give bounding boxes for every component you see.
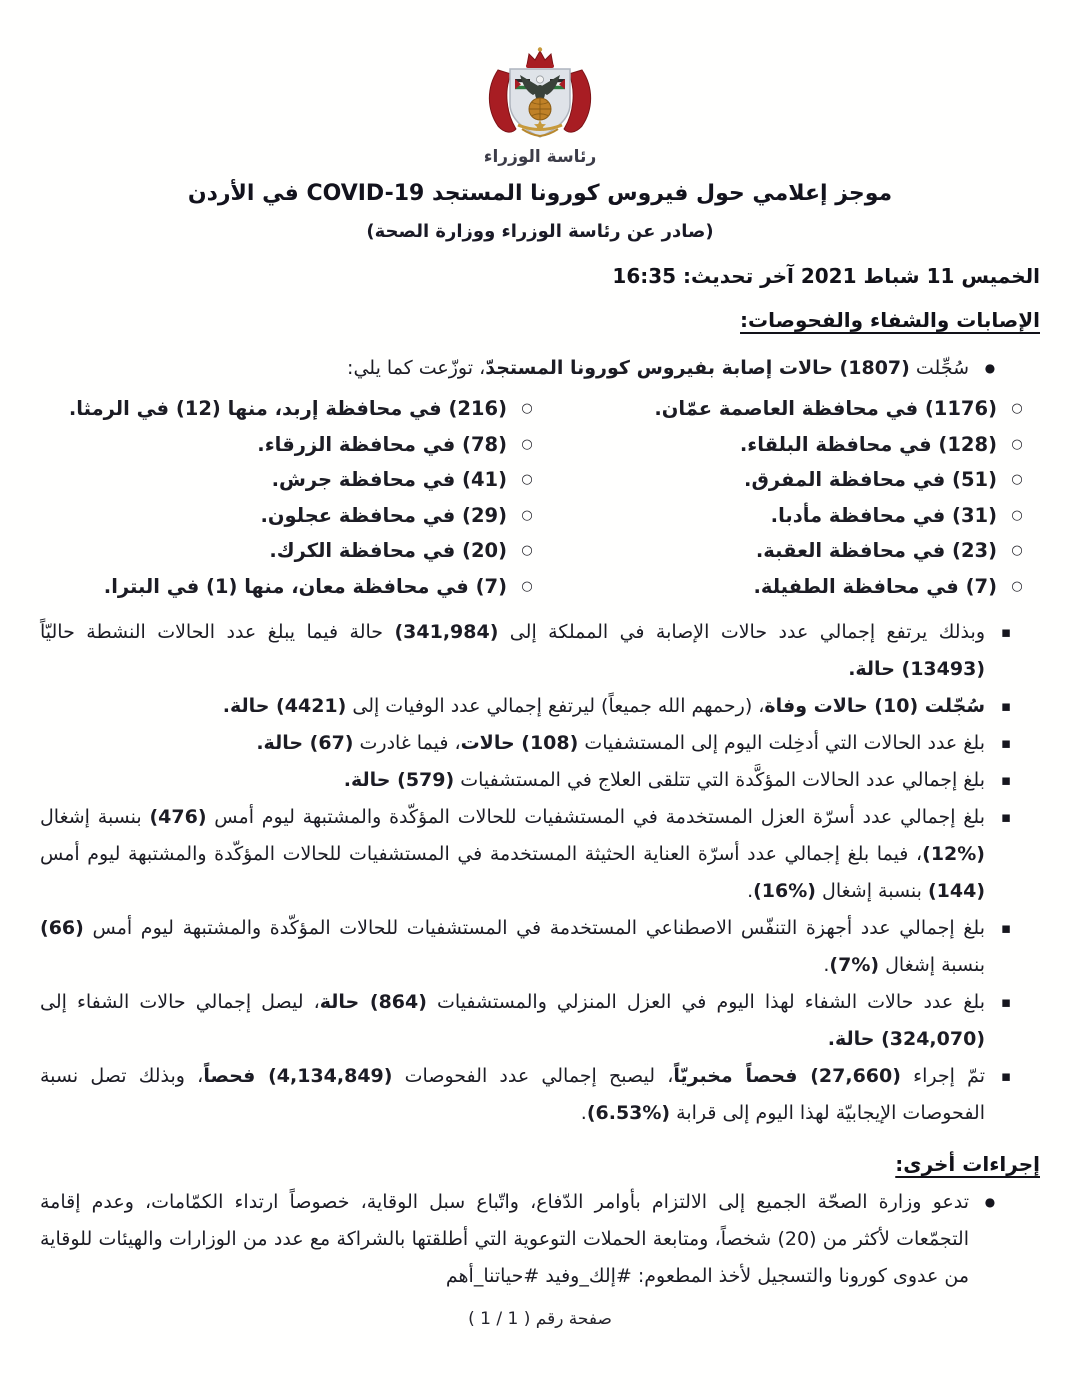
bullet-item xyxy=(40,614,1040,688)
bullet-item xyxy=(40,762,1040,799)
bullet-text xyxy=(40,614,985,688)
bold-text-segment: (%7) xyxy=(829,954,880,976)
circle-bullet-marker: ○ xyxy=(521,507,533,523)
square-bullet-marker: ▪ xyxy=(1000,697,1012,715)
intro-bullet xyxy=(40,350,1040,387)
circle-bullet-marker: ○ xyxy=(1011,436,1023,452)
square-bullet-marker: ▪ xyxy=(1000,808,1012,826)
bullet-item xyxy=(40,1184,1040,1295)
intro-bullet-text xyxy=(40,350,969,387)
bullet-text xyxy=(40,725,985,762)
text-segment: بلغ إجمالي عدد الحالات المؤكَّدة التي تتلقى العلاج في المستشفيات xyxy=(454,769,985,791)
text-segment: . xyxy=(747,880,754,902)
bullet-item xyxy=(40,799,1040,910)
bold-text-segment: (27,660) فحصاً مخبريّاً xyxy=(673,1065,901,1087)
governorate-column-left xyxy=(40,391,544,604)
governorate-item xyxy=(544,533,1024,569)
governorate-item xyxy=(40,569,534,605)
bold-text-segment: (13493) حالة. xyxy=(848,658,985,680)
governorate-item-text: (78) في محافظة الزرقاء. xyxy=(257,432,507,456)
bold-text-segment: (579) حالة. xyxy=(343,769,455,791)
circle-bullet-marker: ○ xyxy=(1011,543,1023,558)
governorate-item xyxy=(40,498,534,534)
circle-bullet-marker: ○ xyxy=(1011,472,1023,487)
governorate-item-text: (31) في محافظة مأدبا. xyxy=(770,503,997,527)
bold-text-segment: (476) xyxy=(149,806,207,828)
bullet-text xyxy=(40,762,985,799)
governorate-item xyxy=(40,427,534,463)
governorate-item xyxy=(40,533,534,569)
bold-text-segment: (1807) حالات إصابة بفيروس كورونا المستجدّ xyxy=(485,357,910,379)
governorate-column-right xyxy=(544,391,1040,604)
bold-text-segment: (%16) xyxy=(753,880,816,902)
governorate-item-text: (1176) في محافظة العاصمة عمّان. xyxy=(654,397,997,420)
square-bullet-marker: ▪ xyxy=(1000,993,1012,1011)
bold-text-segment: (324,070) حالة. xyxy=(827,1028,985,1050)
bullet-text xyxy=(40,1058,985,1132)
bullet-item xyxy=(40,910,1040,984)
circle-bullet-marker: ○ xyxy=(521,472,533,487)
text-segment: تمّ إجراء xyxy=(900,1065,986,1087)
governorate-item-text: (41) في محافظة جرش. xyxy=(271,468,507,491)
bold-text-segment: (4421) حالة. xyxy=(222,695,347,717)
square-bullet-marker: ▪ xyxy=(1000,771,1012,789)
infections-bullet-list xyxy=(40,614,1040,1132)
circle-bullet-marker: ○ xyxy=(521,543,533,558)
governorate-item xyxy=(544,498,1024,534)
text-segment: سُجِّلت xyxy=(909,357,969,379)
jordan-coat-of-arms xyxy=(40,46,1040,146)
governorate-item-text: (7) في محافظة معان، منها (1) في البترا. xyxy=(103,574,507,598)
governorate-item-text: (20) في محافظة الكرك. xyxy=(269,539,507,562)
disc-bullet-marker: ● xyxy=(984,1195,996,1209)
bold-text-segment: (341,984) xyxy=(394,621,499,643)
bullet-item xyxy=(40,1058,1040,1132)
governorate-item-text: (7) في محافظة الطفيلة. xyxy=(753,574,997,598)
governorate-item xyxy=(544,462,1024,498)
bold-text-segment: (108) حالات xyxy=(460,732,579,754)
circle-bullet-marker: ○ xyxy=(1011,401,1023,416)
square-bullet-marker: ▪ xyxy=(1000,623,1012,641)
bullet-text xyxy=(40,688,985,725)
jordan-coat-of-arms-icon xyxy=(474,46,606,146)
bold-text-segment: (4,134,849) فحصاً xyxy=(203,1065,393,1087)
bullet-text xyxy=(40,1184,969,1295)
square-bullet-marker: ▪ xyxy=(1000,734,1012,752)
text-segment: تدعو وزارة الصحّة الجميع إلى الالتزام بأوامر الدّفاع، واتّباع سبل الوقاية، خصوصاً ارتداء الكمّامات، وعدم إقامة التجمّعات لأكثر من (20) شخصاً، ومتابعة الحملات التوعوية التي أطلقتها بالشراكة مع عدد من الوزارات والهيئات للوقاية من عدوى كورونا والتسجيل لأخذ المطعوم: #إلك_وفيد #حياتنا_أهم xyxy=(40,1191,969,1287)
governorate-item xyxy=(40,391,534,427)
section-heading-infections: الإصابات والشفاء والفحوصات: xyxy=(740,308,1040,332)
text-segment: بلغ عدد الحالات التي أدخِلت اليوم إلى المستشفيات xyxy=(578,732,985,754)
text-segment: . xyxy=(580,1102,587,1124)
bold-text-segment: (66) xyxy=(40,917,84,939)
bold-text-segment: (%12) xyxy=(922,843,985,865)
text-segment: ، توزّعت كما يلي: xyxy=(347,357,486,379)
bullet-item xyxy=(40,688,1040,725)
text-segment: بنسبة إشغال xyxy=(879,954,985,976)
bold-text-segment: (67) حالة. xyxy=(256,732,354,754)
page-number: صفحة رقم ( 1 / 1 ) xyxy=(468,1309,612,1329)
date-line: الخميس 11 شباط 2021 آخر تحديث: 16:35 xyxy=(612,264,1040,288)
section-heading-other-measures: إجراءات أخرى: xyxy=(895,1152,1040,1176)
circle-bullet-marker: ○ xyxy=(521,578,533,594)
governorate-item-text: (29) في محافظة عجلون. xyxy=(260,503,507,527)
governorate-item-text: (128) في محافظة البلقاء. xyxy=(739,432,997,456)
governorate-item-text: (51) في محافظة المفرق. xyxy=(744,468,997,491)
governorate-item xyxy=(544,391,1024,427)
circle-bullet-marker: ○ xyxy=(1011,578,1023,594)
governorate-item-text: (23) في محافظة العقبة. xyxy=(755,539,997,562)
bold-text-segment: (144) xyxy=(927,880,985,902)
text-segment: ، ليصل إجمالي حالات الشفاء إلى xyxy=(40,991,320,1013)
text-segment: . xyxy=(823,954,830,976)
text-segment: بلغ إجمالي عدد أسرّة العزل المستخدمة في المستشفيات للحالات المؤكّدة والمشتبهة ليوم أمس xyxy=(206,806,985,828)
circle-bullet-marker: ○ xyxy=(521,401,533,416)
bullet-text xyxy=(40,799,985,910)
text-segment: حالة فيما يبلغ عدد الحالات النشطة حاليّاً xyxy=(40,621,395,643)
text-segment: بلغ إجمالي عدد أجهزة التنفّس الاصطناعي المستخدمة في المستشفيات للحالات المؤكّدة والمشتبهة ليوم أمس xyxy=(83,917,985,939)
other-measures-bullet-list xyxy=(40,1184,1040,1295)
square-bullet-marker: ▪ xyxy=(1000,1067,1012,1085)
document-subtitle: (صادر عن رئاسة الوزراء ووزارة الصحة) xyxy=(366,221,714,242)
text-segment: ، فيما غادرت xyxy=(353,732,461,754)
bold-text-segment: (864) حالة xyxy=(319,991,427,1013)
text-segment: ، (رحمهم الله جميعاً) ليرتفع إجمالي عدد الوفيات إلى xyxy=(346,695,765,717)
text-segment: ، ليصبح إجمالي عدد الفحوصات xyxy=(392,1065,674,1087)
circle-bullet-marker: ○ xyxy=(1011,507,1023,523)
governorate-item-text: (216) في محافظة إربد، منها (12) في الرمثا. xyxy=(68,397,507,420)
bullet-text xyxy=(40,910,985,984)
text-segment: وبذلك يرتفع إجمالي عدد حالات الإصابة في المملكة إلى xyxy=(498,621,985,643)
square-bullet-marker: ▪ xyxy=(1000,919,1012,937)
bullet-item xyxy=(40,725,1040,762)
text-segment: بنسبة إشغال xyxy=(40,806,150,828)
pm-office-calligraphy: رئاسة الوزراء xyxy=(483,147,597,167)
text-segment: بنسبة إشغال xyxy=(815,880,928,902)
circle-bullet-marker: ○ xyxy=(521,436,533,452)
text-segment: ، فيما بلغ إجمالي عدد أسرّة العناية الحثيثة المستخدمة في المستشفيات للحالات المؤكّدة والمشتبهة ليوم أمس xyxy=(40,843,923,865)
text-segment: بلغ عدد حالات الشفاء لهذا اليوم في العزل المنزلي والمستشفيات xyxy=(426,991,985,1013)
governorate-item xyxy=(544,569,1024,605)
bullet-text xyxy=(40,984,985,1058)
bold-text-segment: (%6.53) xyxy=(586,1102,671,1124)
governorate-list xyxy=(40,391,1040,604)
disc-bullet-marker: ● xyxy=(984,361,996,375)
document-title: موجز إعلامي حول فيروس كورونا المستجد COVID-19 في الأردن xyxy=(187,181,893,206)
bullet-item xyxy=(40,984,1040,1058)
text-segment: ، وبذلك تصل نسبة الفحوصات الإيجابيّة لهذا اليوم إلى قرابة xyxy=(40,1065,985,1124)
bold-text-segment: سُجّلت (10) حالات وفاة xyxy=(764,695,985,717)
governorate-item xyxy=(544,427,1024,463)
governorate-item xyxy=(40,462,534,498)
